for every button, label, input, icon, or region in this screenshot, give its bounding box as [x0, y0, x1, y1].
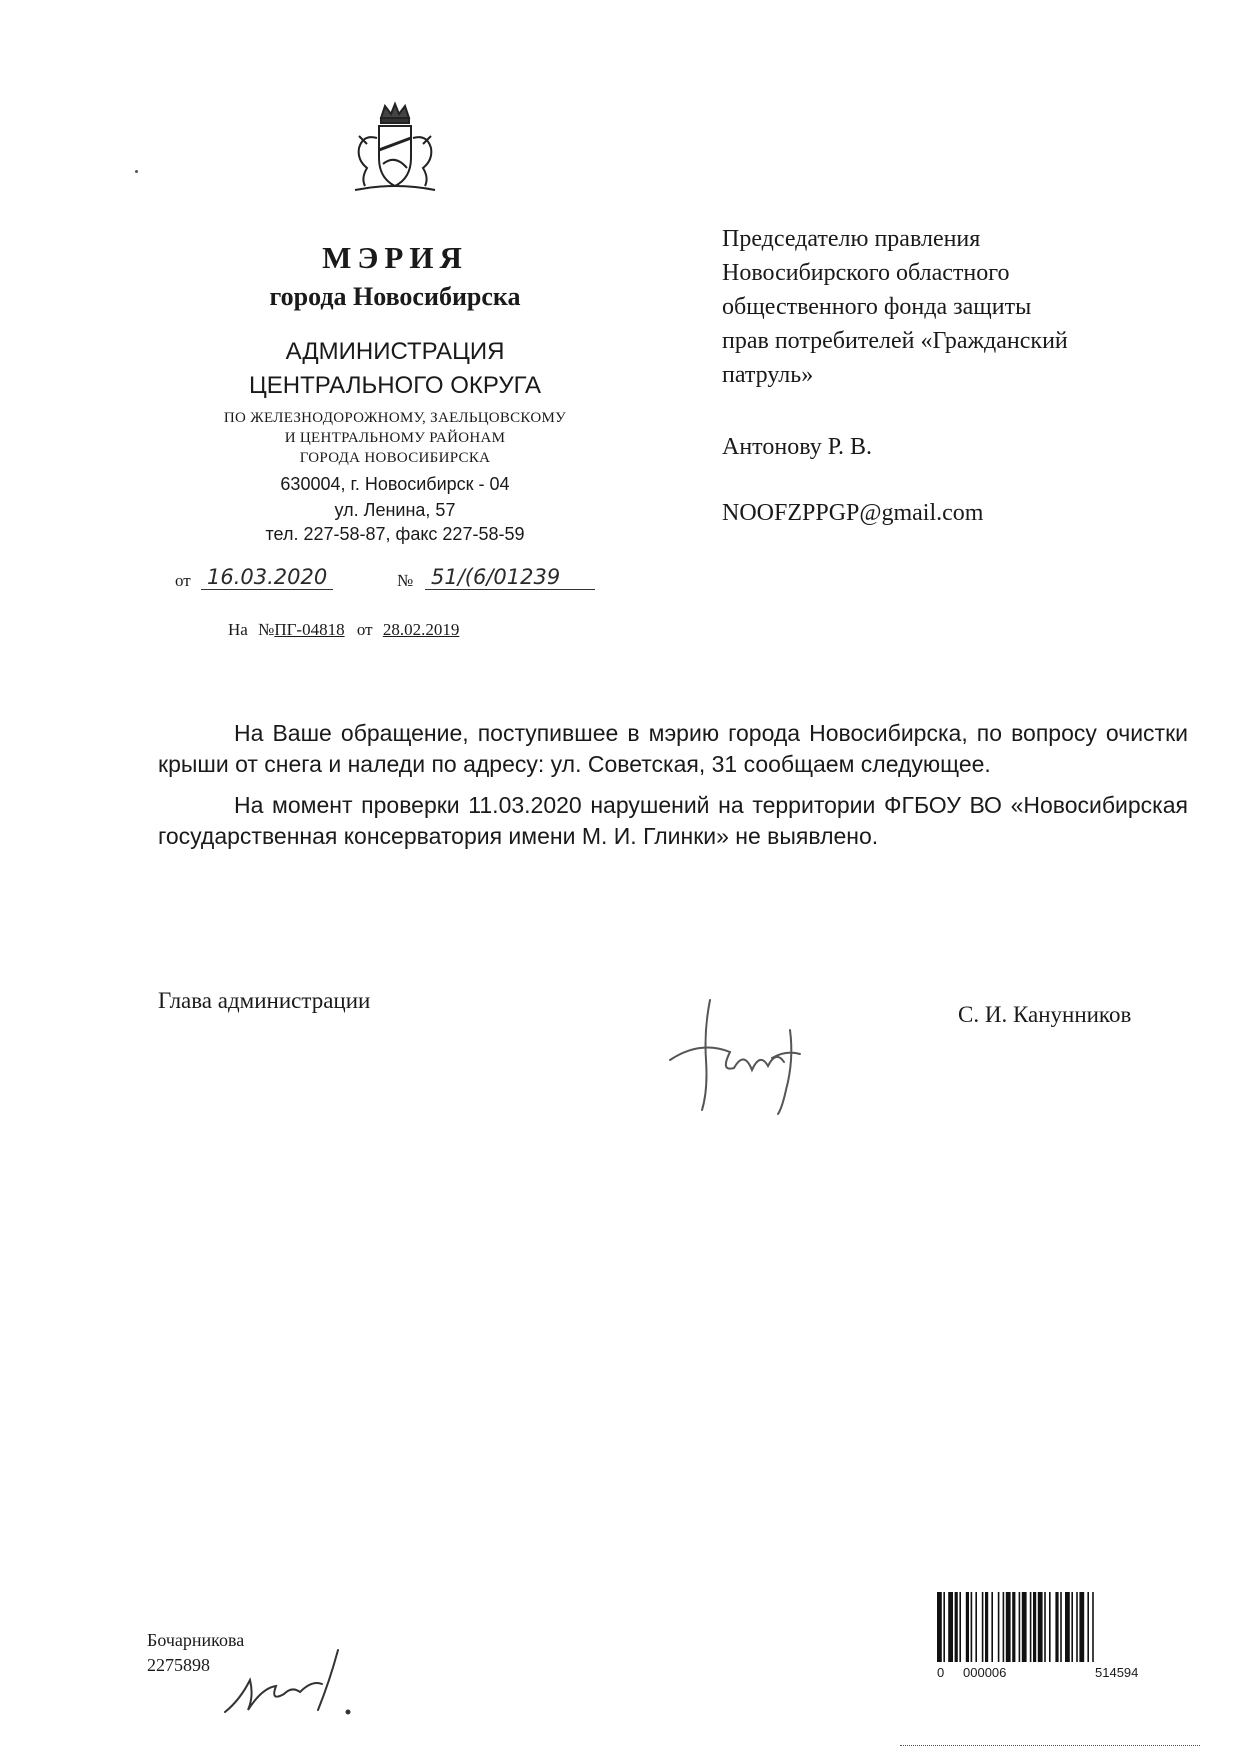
- recipient-line: прав потребителей «Гражданский: [722, 328, 1068, 354]
- number-label: №: [397, 571, 414, 590]
- district-scope-line: И ЦЕНТРАЛЬНОМУ РАЙОНАМ: [284, 430, 506, 446]
- barcode-bar: [937, 1592, 942, 1662]
- executor-phone: 2275898: [147, 1655, 210, 1675]
- barcode-bar: [959, 1592, 961, 1662]
- recipient-line: Новосибирского областного: [722, 260, 1010, 286]
- postal-address: 630004, г. Новосибирск - 04: [280, 474, 510, 494]
- date-label: от: [175, 571, 191, 590]
- administration-title: АДМИНИСТРАЦИЯ: [285, 338, 505, 365]
- barcode-bar: [1087, 1592, 1089, 1662]
- barcode-digit-group: 514594: [1095, 1665, 1139, 1680]
- barcode-bar: [1060, 1592, 1062, 1662]
- recipient-email: NOOFZPPGP@gmail.com: [722, 500, 984, 526]
- outgoing-number: 51/(6/01239: [425, 565, 595, 590]
- barcode-bar: [948, 1592, 953, 1662]
- barcode-bar: [1049, 1592, 1051, 1662]
- barcode-bar: [1006, 1592, 1011, 1662]
- barcode-bar: [1003, 1592, 1005, 1662]
- signatory-title: Глава администрации: [158, 988, 371, 1013]
- barcode-bar: [1022, 1592, 1027, 1662]
- executor-name: Бочарникова: [147, 1630, 245, 1650]
- barcode-bar: [1055, 1592, 1058, 1662]
- barcode-bar: [991, 1592, 993, 1662]
- barcode-bar: [998, 1592, 1000, 1662]
- mayor-title: МЭРИЯ: [322, 240, 468, 275]
- reference-date: 28.02.2019: [382, 620, 460, 639]
- barcode-bar: [943, 1592, 945, 1662]
- reference-number-label: №: [258, 620, 275, 639]
- barcode-bar: [982, 1592, 984, 1662]
- recipient-line: патруль»: [722, 362, 814, 388]
- barcode-bar: [1076, 1592, 1078, 1662]
- district-title: ЦЕНТРАЛЬНОГО ОКРУГА: [249, 372, 541, 399]
- barcode-bar: [1033, 1592, 1036, 1662]
- barcode-digit-group: 0: [937, 1665, 945, 1680]
- street-address: ул. Ленина, 57: [334, 500, 456, 520]
- barcode-bar: [975, 1592, 977, 1662]
- district-scope-line: ПО ЖЕЛЕЗНОДОРОЖНОМУ, ЗАЕЛЬЦОВСКОМУ: [223, 410, 567, 426]
- city-coat-of-arms-icon: [345, 98, 445, 196]
- outgoing-date: 16.03.2020: [201, 565, 333, 590]
- footer-divider: [900, 1745, 1200, 1746]
- barcode-bar: [955, 1592, 958, 1662]
- barcode-bar: [1065, 1592, 1070, 1662]
- barcode-bar: [1012, 1592, 1015, 1662]
- barcode-bar: [1092, 1592, 1094, 1662]
- barcode-bar: [1079, 1592, 1084, 1662]
- district-scope-line: ГОРОДА НОВОСИБИРСКА: [299, 450, 491, 466]
- recipient-name: Антонову Р. В.: [722, 434, 873, 460]
- reference-line: [228, 620, 628, 640]
- barcode-bar: [1019, 1592, 1021, 1662]
- reference-prefix: На: [228, 620, 248, 639]
- barcode-bar: [1044, 1592, 1046, 1662]
- barcode-bar: [1038, 1592, 1043, 1662]
- barcode-bar: [971, 1592, 973, 1662]
- letter-body: [158, 718, 1188, 862]
- reference-number: ПГ-04818: [274, 620, 345, 639]
- signatory-name: С. И. Канунников: [958, 1002, 1132, 1027]
- barcode-bar: [985, 1592, 988, 1662]
- phone-fax: тел. 227-58-87, факс 227-58-59: [265, 524, 525, 544]
- recipient-line: Председателю правления: [722, 226, 981, 252]
- reference-date-label: от: [356, 620, 373, 639]
- body-paragraph: На Ваше обращение, поступившее в мэрию города Новосибирска, по вопросу очистки крыши от снега и наледи по адресу: ул. Советская, 31 сообщаем следующее.: [158, 720, 1188, 777]
- barcode-bar: [966, 1592, 969, 1662]
- executor-signature: [220, 1640, 390, 1720]
- recipient-block: [722, 222, 1192, 392]
- barcode-digit-group: 000006: [963, 1665, 1007, 1680]
- recipient-line: общественного фонда защиты: [722, 294, 1032, 320]
- scan-speck: [135, 170, 138, 173]
- outgoing-registration: [175, 567, 605, 597]
- handwritten-signature: [660, 990, 820, 1120]
- city-name: города Новосибирска: [269, 282, 521, 311]
- barcode-bar: [1071, 1592, 1073, 1662]
- body-paragraph: На момент проверки 11.03.2020 нарушений на территории ФГБОУ ВО «Новосибирская государственная консерватория имени М. И. Глинки» не выявлено.: [158, 792, 1188, 849]
- document-barcode: [935, 1590, 1205, 1710]
- barcode-bar: [1030, 1592, 1032, 1662]
